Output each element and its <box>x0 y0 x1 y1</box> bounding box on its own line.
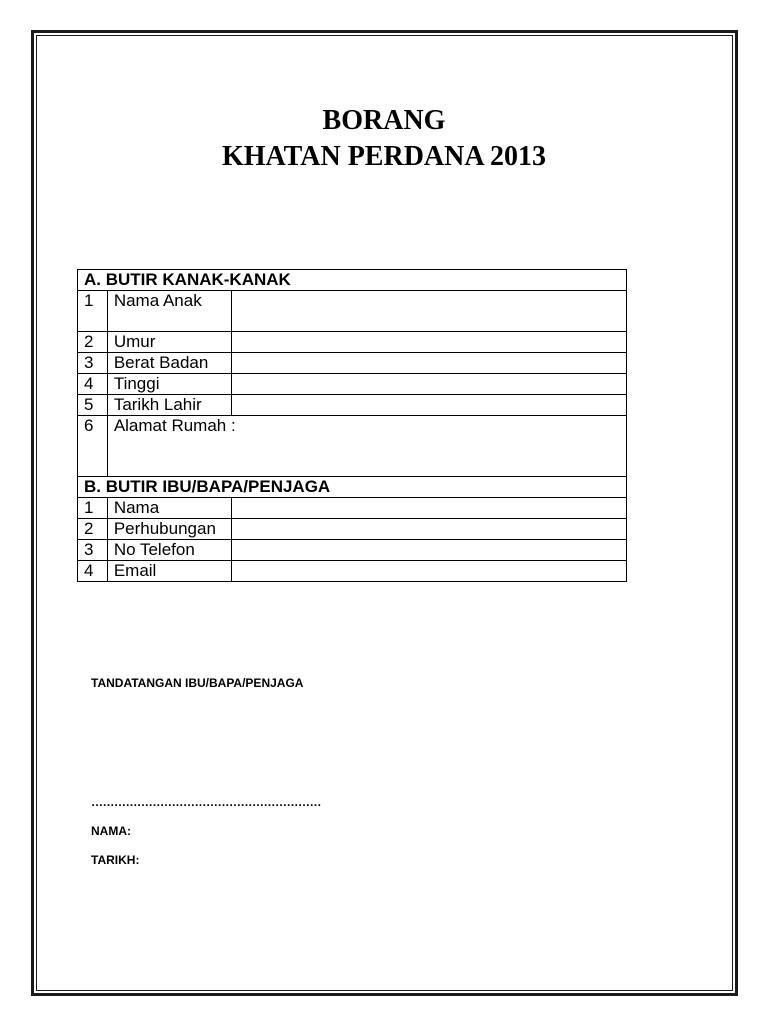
row-number: 3 <box>78 540 108 561</box>
table-row <box>78 291 627 332</box>
row-label: Nama <box>107 498 231 519</box>
table-row <box>78 540 627 561</box>
signature-label: TANDATANGAN IBU/BAPA/PENJAGA <box>91 676 304 690</box>
row-number: 6 <box>78 416 108 477</box>
row-label: Nama Anak <box>107 291 231 332</box>
row-label: No Telefon <box>107 540 231 561</box>
height-field[interactable] <box>232 374 627 395</box>
row-label: Umur <box>107 332 231 353</box>
section-a-heading: A. BUTIR KANAK-KANAK <box>78 270 627 291</box>
section-a-header-row <box>78 270 627 291</box>
table-row <box>78 519 627 540</box>
signature-line[interactable]: …………………………………………………… <box>91 795 321 809</box>
row-number: 4 <box>78 561 108 582</box>
row-label: Email <box>107 561 231 582</box>
relationship-field[interactable] <box>232 519 627 540</box>
form-subtitle: KHATAN PERDANA 2013 <box>221 141 547 172</box>
row-label: Berat Badan <box>107 353 231 374</box>
table-row <box>78 416 627 477</box>
child-name-field[interactable] <box>232 291 627 332</box>
form-title: BORANG <box>322 105 446 136</box>
parent-name-field[interactable] <box>232 498 627 519</box>
table-row <box>78 395 627 416</box>
row-label: Tinggi <box>107 374 231 395</box>
table-row <box>78 353 627 374</box>
weight-field[interactable] <box>232 353 627 374</box>
table-row <box>78 498 627 519</box>
home-address-field[interactable] <box>107 416 626 477</box>
table-row <box>78 332 627 353</box>
row-number: 2 <box>78 332 108 353</box>
row-label: Perhubungan <box>107 519 231 540</box>
row-number: 5 <box>78 395 108 416</box>
date-label: TARIKH: <box>91 853 140 867</box>
birth-date-field[interactable] <box>232 395 627 416</box>
section-b-heading: B. BUTIR IBU/BAPA/PENJAGA <box>78 477 627 498</box>
phone-field[interactable] <box>232 540 627 561</box>
age-field[interactable] <box>232 332 627 353</box>
name-label: NAMA: <box>91 824 131 838</box>
registration-table <box>77 269 627 582</box>
row-number: 2 <box>78 519 108 540</box>
row-number: 4 <box>78 374 108 395</box>
email-field[interactable] <box>232 561 627 582</box>
table-row <box>78 561 627 582</box>
section-b-header-row <box>78 477 627 498</box>
row-number: 1 <box>78 291 108 332</box>
row-number: 1 <box>78 498 108 519</box>
row-label: Tarikh Lahir <box>107 395 231 416</box>
row-label: Alamat Rumah : <box>113 416 236 435</box>
row-number: 3 <box>78 353 108 374</box>
table-row <box>78 374 627 395</box>
